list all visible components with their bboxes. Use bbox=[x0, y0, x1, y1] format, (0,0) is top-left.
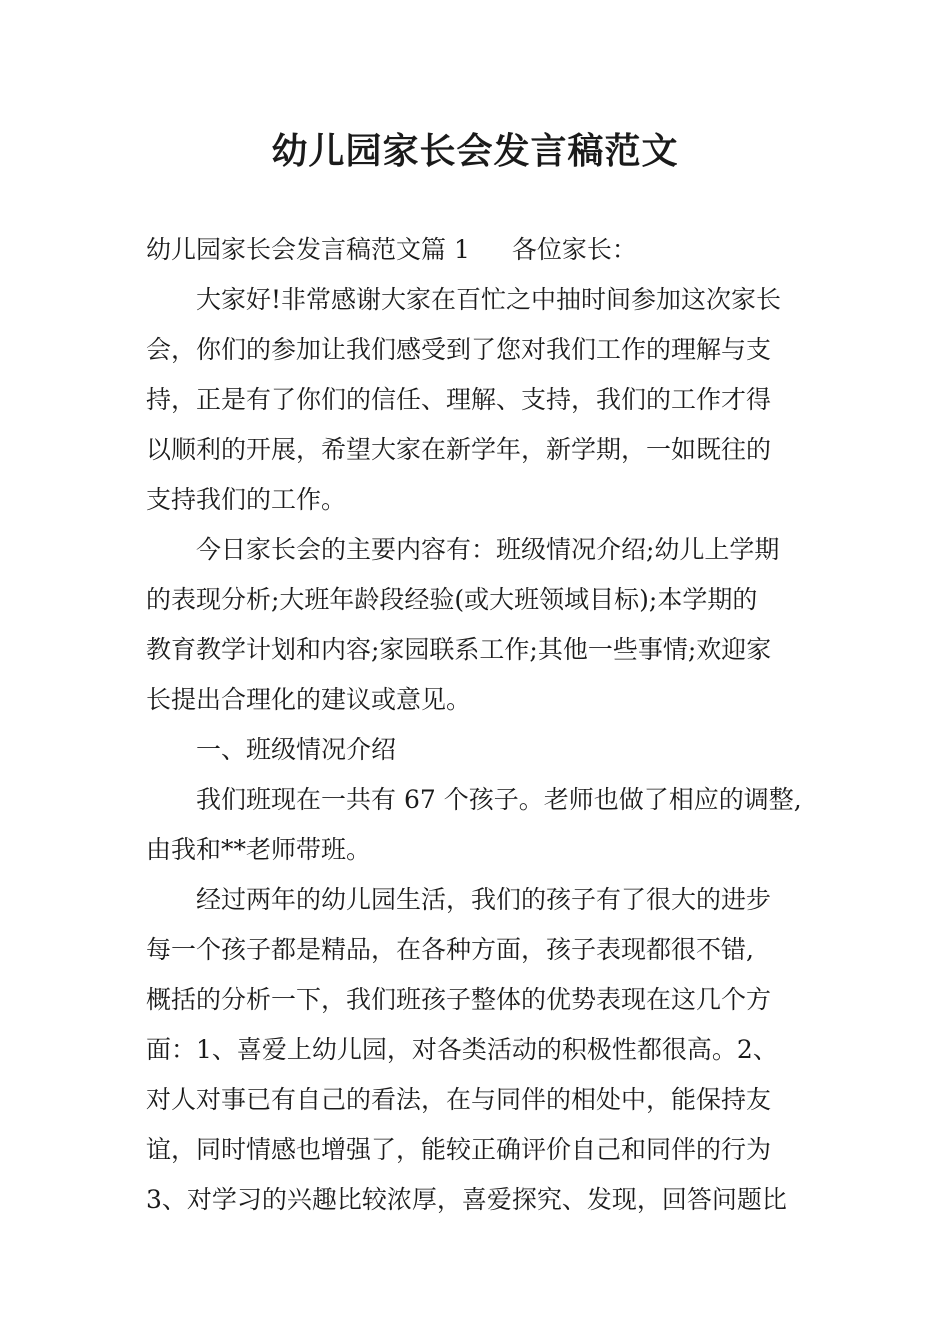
paragraph-line: 每一个孩子都是精品，在各种方面，孩子表现都很不错, bbox=[146, 935, 754, 964]
heading-line bbox=[146, 233, 826, 267]
paragraph-line: 的表现分析;大班年龄段经验(或大班领域目标);本学期的 bbox=[146, 585, 758, 614]
paragraph-line: 对人对事已有自己的看法，在与同伴的相处中，能保持友 bbox=[146, 1085, 772, 1114]
paragraph-line: 持，正是有了你们的信任、理解、支持，我们的工作才得 bbox=[146, 385, 772, 414]
paragraph-line: 谊，同时情感也增强了，能较正确评价自己和同伴的行为 bbox=[146, 1135, 772, 1164]
paragraph-line: 3、对学习的兴趣比较浓厚，喜爱探究、发现，回答问题比 bbox=[146, 1185, 787, 1214]
paragraph-line: 我们班现在一共有 67 个孩子。老师也做了相应的调整, bbox=[196, 785, 802, 814]
paragraph-line: 会，你们的参加让我们感受到了您对我们工作的理解与支 bbox=[146, 335, 772, 364]
section-title: 一、班级情况介绍 bbox=[196, 735, 397, 764]
paragraph-line: 今日家长会的主要内容有：班级情况介绍;幼儿上学期 bbox=[196, 535, 780, 564]
paragraph-line: 以顺利的开展，希望大家在新学年，新学期，一如既往的 bbox=[146, 435, 772, 464]
document-title: 幼儿园家长会发言稿范文 bbox=[271, 130, 679, 172]
paragraph-line: 教育教学计划和内容;家园联系工作;其他一些事情;欢迎家 bbox=[146, 635, 772, 664]
paragraph-line: 长提出合理化的建议或意见。 bbox=[146, 685, 472, 714]
salutation: 各位家长： bbox=[511, 235, 637, 264]
paragraph-line: 支持我们的工作。 bbox=[146, 485, 347, 514]
paragraph-line: 大家好!非常感谢大家在百忙之中抽时间参加这次家长 bbox=[196, 285, 782, 314]
paragraph-line: 概括的分析一下，我们班孩子整体的优势表现在这几个方 bbox=[146, 985, 772, 1014]
paragraph-line: 经过两年的幼儿园生活，我们的孩子有了很大的进步 bbox=[196, 885, 772, 914]
section-heading: 幼儿园家长会发言稿范文篇 1 bbox=[146, 235, 470, 264]
paragraph-line: 面：1、喜爱上幼儿园，对各类活动的积极性都很高。2、 bbox=[146, 1035, 778, 1064]
paragraph-line: 由我和**老师带班。 bbox=[146, 835, 372, 864]
